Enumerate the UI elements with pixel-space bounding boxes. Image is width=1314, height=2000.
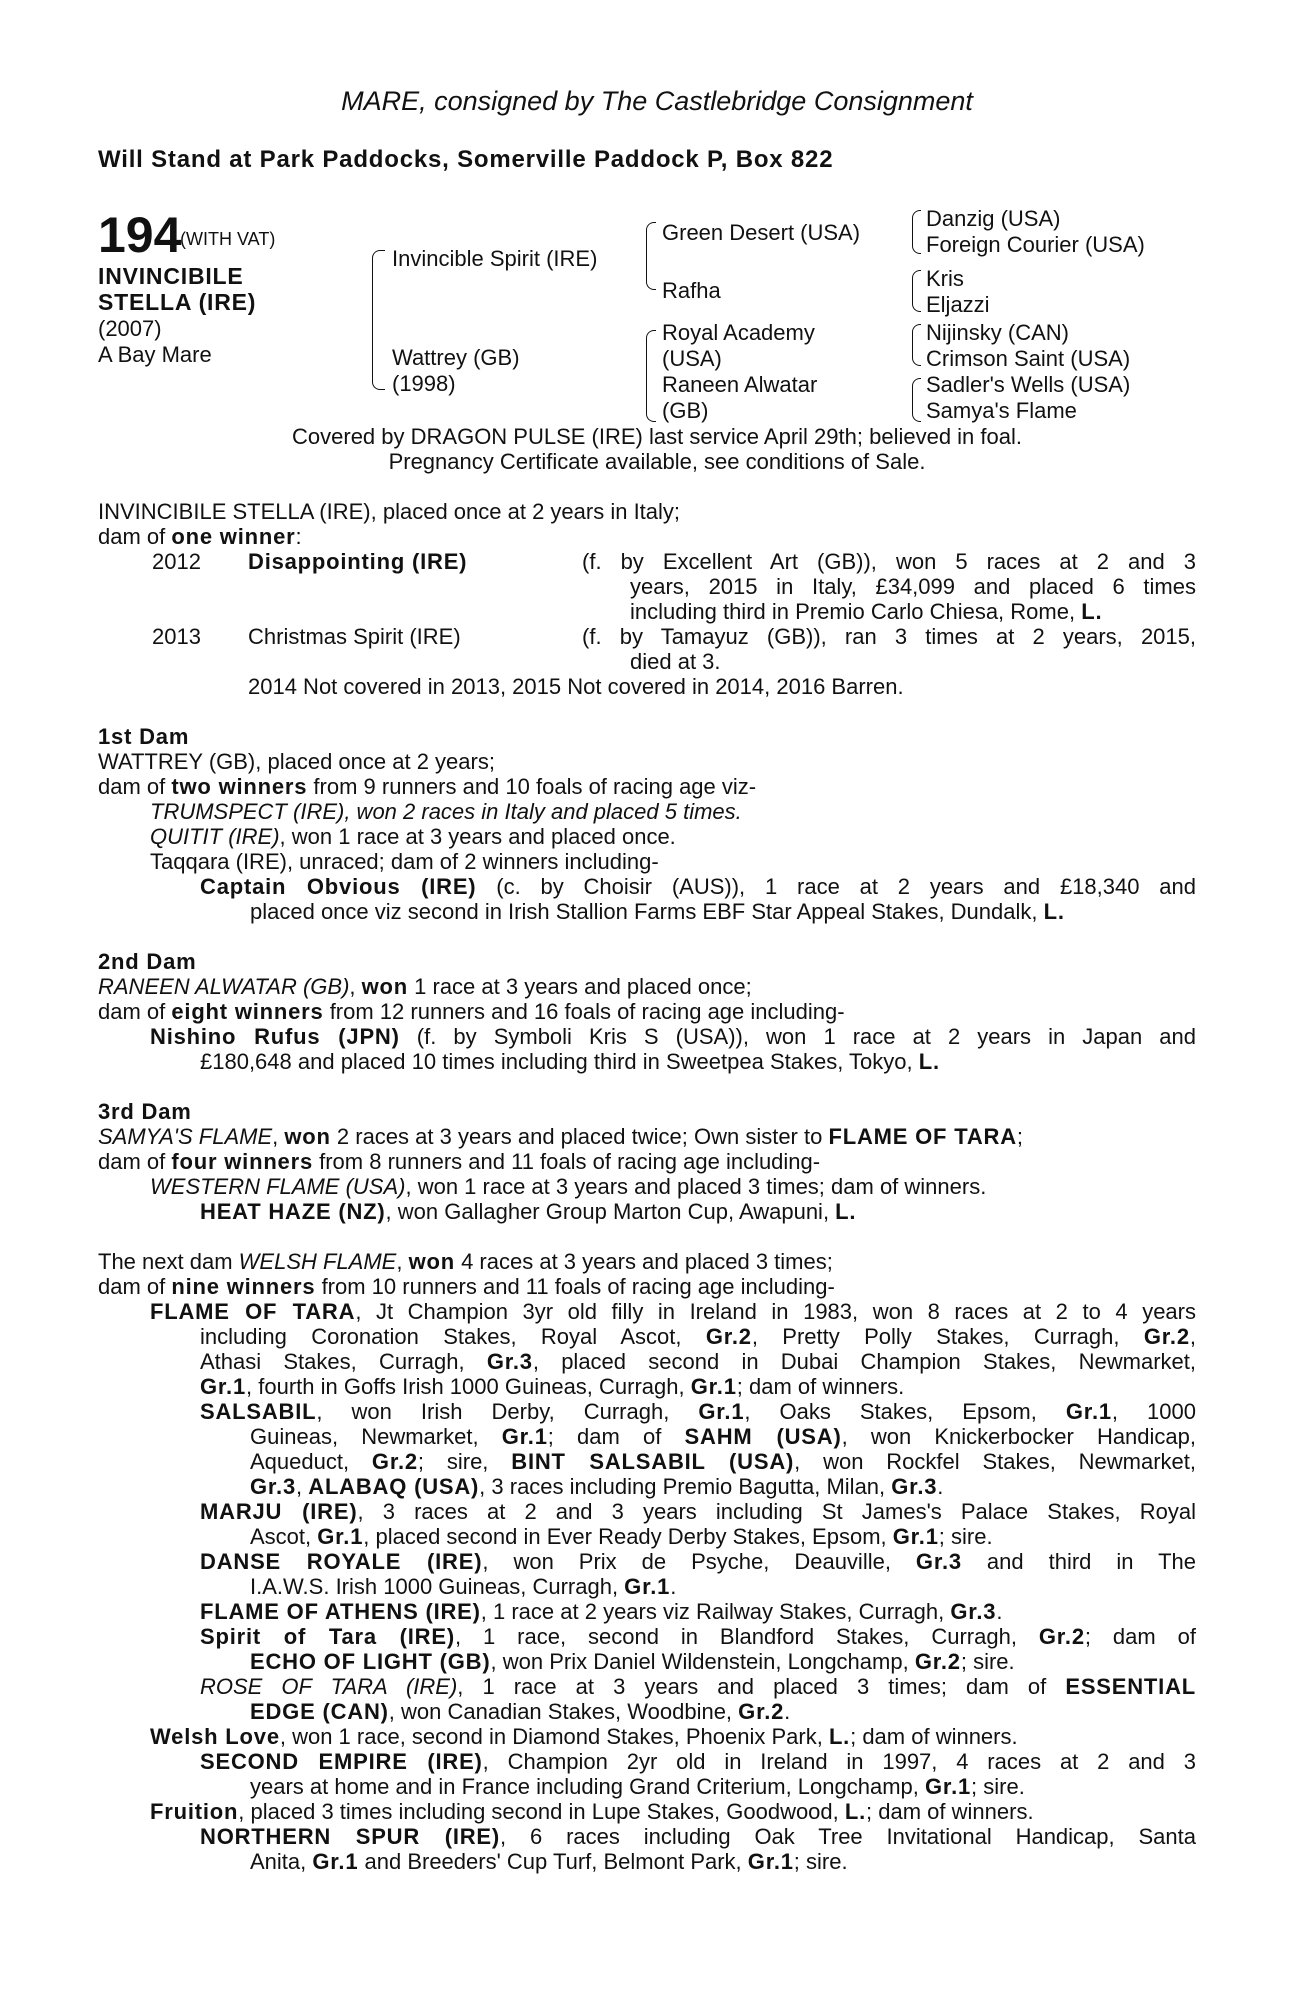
welsh-love-line: Welsh Love, won 1 race, second in Diamond Stakes, Phoenix Park, L.; dam of winners. xyxy=(150,1724,1018,1749)
salsabil-line1: SALSABIL, won Irish Derby, Curragh, Gr.1, Oaks Stakes, Epsom, Gr.1, 1000 xyxy=(200,1399,1196,1424)
stand-line: Will Stand at Park Paddocks, Somerville Paddock P, Box 822 xyxy=(98,146,834,173)
lot-year: (2007) xyxy=(98,316,162,341)
produce-row1-line3: including third in Premio Carlo Chiesa, Rome, L. xyxy=(630,599,1103,624)
dam3-heading: 3rd Dam xyxy=(98,1099,192,1124)
dam1-line6: Captain Obvious (IRE) (c. by Choisir (AUS)), 1 race at 2 years and £18,340 and xyxy=(200,874,1196,899)
salsabil-line2: Guineas, Newmarket, Gr.1; dam of SAHM (USA), won Knickerbocker Handicap, xyxy=(250,1424,1197,1449)
fruition-line: Fruition, placed 3 times including second in Lupe Stakes, Goodwood, L.; dam of winners. xyxy=(150,1799,1034,1824)
produce-dam-of: dam of one winner: xyxy=(98,524,302,549)
danse-royale-line1: DANSE ROYALE (IRE), won Prix de Psyche, Deauville, Gr.3 and third in The xyxy=(200,1549,1196,1574)
pedigree-sss: Danzig (USA) xyxy=(926,206,1061,231)
pedigree-brace-sd xyxy=(912,270,921,312)
second-empire-line1: SECOND EMPIRE (IRE), Champion 2yr old in Ireland in 1997, 4 races at 2 and 3 xyxy=(200,1749,1196,1774)
dam3-line1: SAMYA'S FLAME, won 2 races at 3 years and placed twice; Own sister to FLAME OF TARA; xyxy=(98,1124,1024,1149)
consignment-line: MARE, consigned by The Castlebridge Consignment xyxy=(341,86,973,116)
dam2-line2: dam of eight winners from 12 runners and 16 foals of racing age including- xyxy=(98,999,845,1024)
pedigree-sdd: Eljazzi xyxy=(926,292,990,317)
flame-of-tara-line3: Athasi Stakes, Curragh, Gr.3, placed second in Dubai Champion Stakes, Newmarket, xyxy=(200,1349,1196,1374)
dam1-line1: WATTREY (GB), placed once at 2 years; xyxy=(98,749,495,774)
dam3-line3: WESTERN FLAME (USA), won 1 race at 3 years and placed 3 times; dam of winners. xyxy=(150,1174,987,1199)
spirit-of-tara-line: Spirit of Tara (IRE), 1 race, second in Blandford Stakes, Curragh, Gr.2; dam of xyxy=(200,1624,1197,1649)
dam1-line5: Taqqara (IRE), unraced; dam of 2 winners including- xyxy=(150,849,659,874)
pedigree-ddd: Samya's Flame xyxy=(926,398,1077,423)
pedigree-dam-dam-line1: Raneen Alwatar xyxy=(662,372,818,397)
pedigree-dam-sire-line2: (USA) xyxy=(662,346,722,371)
essential-edge-line: EDGE (CAN), won Canadian Stakes, Woodbine, Gr.2. xyxy=(250,1699,791,1724)
pedigree-brace-ss xyxy=(912,210,921,254)
dam2-line1: RANEEN ALWATAR (GB), won 1 race at 3 years and placed once; xyxy=(98,974,752,999)
dam1-line2: dam of two winners from 9 runners and 10 foals of racing age viz- xyxy=(98,774,757,799)
pedigree-dam-line1: Wattrey (GB) xyxy=(392,345,520,370)
flame-of-tara-line2: including Coronation Stakes, Royal Ascot, Gr.2, Pretty Polly Stakes, Curragh, Gr.2, xyxy=(200,1324,1196,1349)
dam3-line4: HEAT HAZE (NZ), won Gallagher Group Marton Cup, Awapuni, L. xyxy=(200,1199,857,1224)
pedigree-dss: Nijinsky (CAN) xyxy=(926,320,1069,345)
produce-note: 2014 Not covered in 2013, 2015 Not covered in 2014, 2016 Barren. xyxy=(248,674,904,699)
covered-line2: Pregnancy Certificate available, see conditions of Sale. xyxy=(388,449,926,474)
pedigree-dsd: Crimson Saint (USA) xyxy=(926,346,1131,371)
flame-of-tara-line4: Gr.1, fourth in Goffs Irish 1000 Guineas, Curragh, Gr.1; dam of winners. xyxy=(200,1374,905,1399)
pedigree-dam-sire-line1: Royal Academy xyxy=(662,320,815,345)
produce-row2-year: 2013 xyxy=(152,624,201,649)
dam1-line4: QUITIT (IRE), won 1 race at 3 years and placed once. xyxy=(150,824,676,849)
dam1-heading: 1st Dam xyxy=(98,724,190,749)
dam2-heading: 2nd Dam xyxy=(98,949,197,974)
nextdam-line2: dam of nine winners from 10 runners and 11 foals of racing age including- xyxy=(98,1274,835,1299)
marju-line1: MARJU (IRE), 3 races at 2 and 3 years including St James's Palace Stakes, Royal xyxy=(200,1499,1197,1524)
second-empire-line2: years at home and in France including Grand Criterium, Longchamp, Gr.1; sire. xyxy=(250,1774,1025,1799)
lot-name-line2: STELLA (IRE) xyxy=(98,289,257,315)
dam2-line3: Nishino Rufus (JPN) (f. by Symboli Kris S (USA)), won 1 race at 2 years in Japan and xyxy=(150,1024,1196,1049)
rose-of-tara-line: ROSE OF TARA (IRE), 1 race at 3 years and placed 3 times; dam of ESSENTIAL xyxy=(200,1674,1197,1699)
danse-royale-line2: I.A.W.S. Irish 1000 Guineas, Curragh, Gr.1. xyxy=(250,1574,677,1599)
nextdam-line1: The next dam WELSH FLAME, won 4 races at 3 years and placed 3 times; xyxy=(98,1249,833,1274)
produce-intro: INVINCIBILE STELLA (IRE), placed once at 2 years in Italy; xyxy=(98,499,681,524)
produce-row2-line1: (f. by Tamayuz (GB)), ran 3 times at 2 years, 2015, xyxy=(582,624,1196,649)
echo-of-light-line: ECHO OF LIGHT (GB), won Prix Daniel Wildenstein, Longchamp, Gr.2; sire. xyxy=(250,1649,1015,1674)
pedigree-brace-ds xyxy=(912,324,921,366)
pedigree-dds: Sadler's Wells (USA) xyxy=(926,372,1131,397)
pedigree-brace-main xyxy=(372,250,385,390)
vat-note: (WITH VAT) xyxy=(180,229,276,249)
produce-row2-line2: died at 3. xyxy=(630,649,721,674)
northern-spur-line2: Anita, Gr.1 and Breeders' Cup Turf, Belmont Park, Gr.1; sire. xyxy=(250,1849,848,1874)
lot-number: 194 xyxy=(98,207,182,263)
produce-row1-year: 2012 xyxy=(152,549,201,574)
pedigree-ssd: Foreign Courier (USA) xyxy=(926,232,1145,257)
salsabil-line3: Aqueduct, Gr.2; sire, BINT SALSABIL (USA), won Rockfel Stakes, Newmarket, xyxy=(250,1449,1196,1474)
dam1-line7: placed once viz second in Irish Stallion Farms EBF Star Appeal Stakes, Dundalk, L. xyxy=(250,899,1065,924)
dam3-line2: dam of four winners from 8 runners and 11 foals of racing age including- xyxy=(98,1149,821,1174)
lot-description: A Bay Mare xyxy=(98,342,212,367)
pedigree-sds: Kris xyxy=(926,266,964,291)
produce-row1-name: Disappointing (IRE) xyxy=(248,549,468,574)
pedigree-sire: Invincible Spirit (IRE) xyxy=(392,246,598,271)
salsabil-line4: Gr.3, ALABAQ (USA), 3 races including Premio Bagutta, Milan, Gr.3. xyxy=(250,1474,944,1499)
marju-line2: Ascot, Gr.1, placed second in Ever Ready Derby Stakes, Epsom, Gr.1; sire. xyxy=(250,1524,993,1549)
dam2-line4: £180,648 and placed 10 times including third in Sweetpea Stakes, Tokyo, L. xyxy=(200,1049,940,1074)
pedigree-sire-dam: Rafha xyxy=(662,278,721,303)
covered-line1: Covered by DRAGON PULSE (IRE) last service April 29th; believed in foal. xyxy=(292,424,1022,449)
dam1-line3: TRUMSPECT (IRE), won 2 races in Italy and placed 5 times. xyxy=(150,799,742,824)
northern-spur-line1: NORTHERN SPUR (IRE), 6 races including Oak Tree Invitational Handicap, Santa xyxy=(200,1824,1196,1849)
pedigree-brace-dam xyxy=(646,330,656,422)
pedigree-sire-sire: Green Desert (USA) xyxy=(662,220,861,245)
lot-name-line1: INVINCIBILE xyxy=(98,263,244,289)
flame-of-athens-line: FLAME OF ATHENS (IRE), 1 race at 2 years viz Railway Stakes, Curragh, Gr.3. xyxy=(200,1599,1003,1624)
produce-row1-line1: (f. by Excellent Art (GB)), won 5 races at 2 and 3 xyxy=(582,549,1196,574)
flame-of-tara-line1: FLAME OF TARA, Jt Champion 3yr old filly in Ireland in 1983, won 8 races at 2 to 4 years xyxy=(150,1299,1196,1324)
pedigree-dam-line2: (1998) xyxy=(392,371,456,396)
pedigree-brace-dd xyxy=(912,378,921,422)
produce-row1-line2: years, 2015 in Italy, £34,099 and placed 6 times xyxy=(630,574,1196,599)
pedigree-dam-dam-line2: (GB) xyxy=(662,398,709,423)
pedigree-brace-sire xyxy=(646,222,656,290)
produce-row2-name: Christmas Spirit (IRE) xyxy=(248,624,461,649)
